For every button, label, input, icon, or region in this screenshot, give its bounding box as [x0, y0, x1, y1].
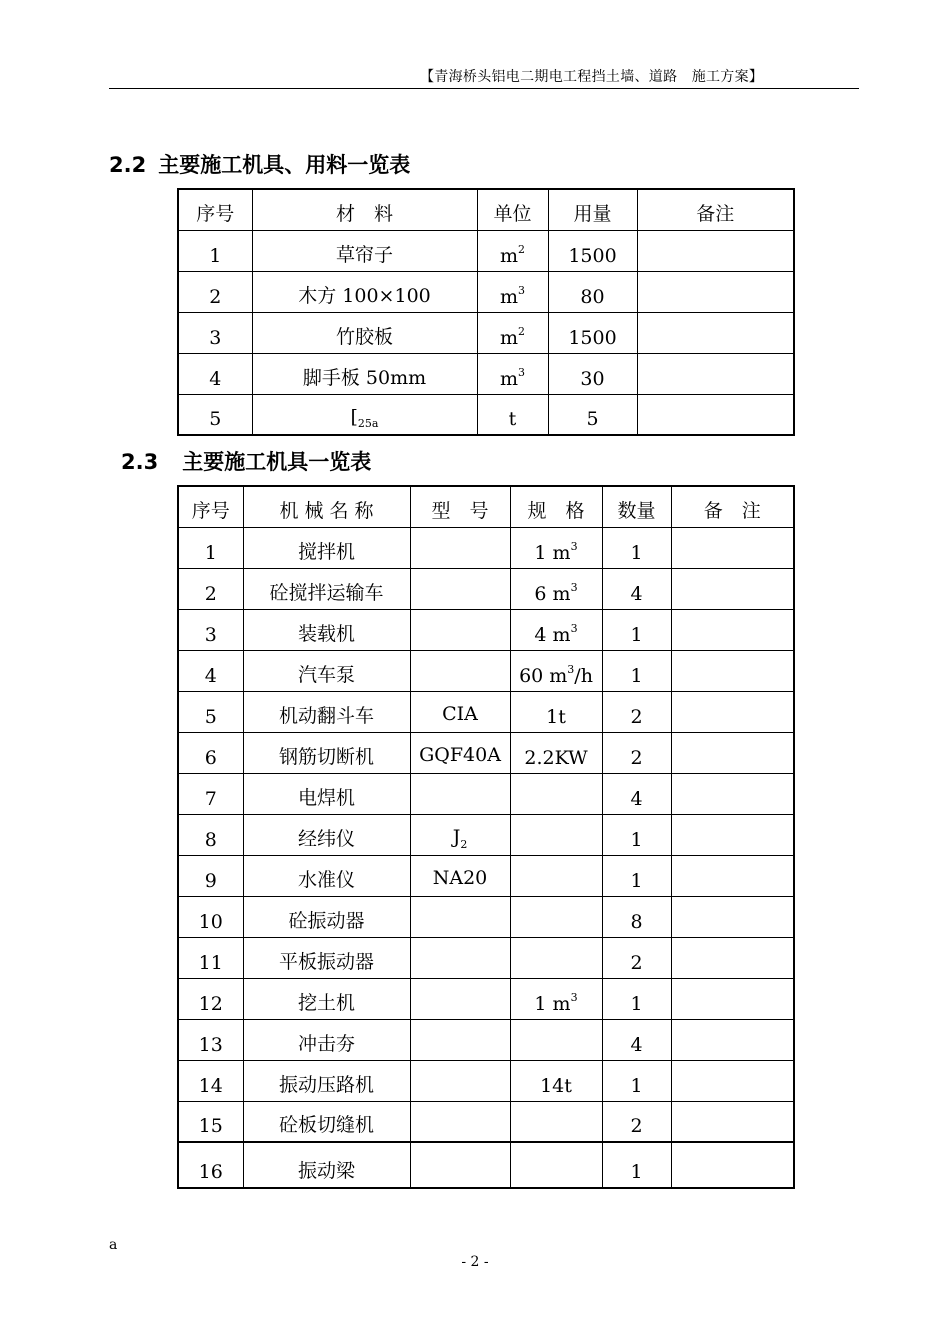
table-row — [178, 732, 794, 773]
model: CIA — [410, 691, 510, 732]
note — [637, 353, 794, 394]
model — [410, 568, 510, 609]
row-number: 5 — [178, 394, 252, 435]
table-row — [178, 937, 794, 978]
note — [671, 1019, 794, 1060]
machine-name: 振动梁 — [243, 1142, 410, 1188]
machine-name: 汽车泵 — [243, 650, 410, 691]
machine-name: 振动压路机 — [243, 1060, 410, 1101]
row-number: 1 — [178, 230, 252, 271]
model — [410, 773, 510, 814]
row-number: 5 — [178, 691, 243, 732]
row-number: 12 — [178, 978, 243, 1019]
quantity: 2 — [602, 1101, 671, 1142]
column-header: 序号 — [178, 189, 252, 230]
spec: 4 $m^3$ — [510, 609, 602, 650]
column-header: 机 械 名 称 — [243, 486, 410, 527]
table-row — [178, 1142, 794, 1188]
machine-name: 钢筋切断机 — [243, 732, 410, 773]
quantity: 8 — [602, 896, 671, 937]
model — [410, 527, 510, 568]
quantity: 1500 — [548, 230, 637, 271]
unit: $m^2$ — [477, 312, 548, 353]
machine-name: 水准仪 — [243, 855, 410, 896]
spec: 60 $m^3/h$ — [510, 650, 602, 691]
table-row — [178, 691, 794, 732]
row-number: 7 — [178, 773, 243, 814]
row-number: 2 — [178, 568, 243, 609]
row-number: 4 — [178, 353, 252, 394]
page-number: - 2 - — [461, 1254, 489, 1270]
row-number: 10 — [178, 896, 243, 937]
table-header-row — [178, 189, 794, 230]
header-rule — [109, 88, 859, 89]
material-name: 草帘子 — [252, 230, 477, 271]
channel-steel-symbol: [ — [350, 406, 358, 428]
model — [410, 609, 510, 650]
spec — [510, 773, 602, 814]
machine-name: 搅拌机 — [243, 527, 410, 568]
row-number: 3 — [178, 312, 252, 353]
machine-name: 装载机 — [243, 609, 410, 650]
note — [637, 271, 794, 312]
section-heading: 主要施工机具、用料一览表 — [158, 153, 411, 177]
machine-name: 冲击夯 — [243, 1019, 410, 1060]
machine-name: 电焊机 — [243, 773, 410, 814]
note — [671, 937, 794, 978]
table-row — [178, 650, 794, 691]
column-header: 单位 — [477, 189, 548, 230]
note — [671, 691, 794, 732]
note — [671, 1142, 794, 1188]
note — [671, 609, 794, 650]
quantity: 1 — [602, 527, 671, 568]
model: NA20 — [410, 855, 510, 896]
row-number: 14 — [178, 1060, 243, 1101]
table-row — [178, 609, 794, 650]
unit: $m^3$ — [477, 271, 548, 312]
row-number: 2 — [178, 271, 252, 312]
model — [410, 650, 510, 691]
spec — [510, 814, 602, 855]
model: GQF40A — [410, 732, 510, 773]
table-row — [178, 978, 794, 1019]
table-row — [178, 1019, 794, 1060]
machine-name: 砼板切缝机 — [243, 1101, 410, 1142]
section-number: 2.2 — [109, 153, 147, 177]
note — [671, 814, 794, 855]
spec — [510, 896, 602, 937]
model — [410, 1060, 510, 1101]
model — [410, 896, 510, 937]
unit: t — [477, 394, 548, 435]
spec: 1 $m^3$ — [510, 978, 602, 1019]
row-number: 16 — [178, 1142, 243, 1188]
machine-name: 砼振动器 — [243, 896, 410, 937]
spec: 1t — [510, 691, 602, 732]
quantity: 4 — [602, 1019, 671, 1060]
quantity: 80 — [548, 271, 637, 312]
column-header: 备注 — [637, 189, 794, 230]
note — [671, 732, 794, 773]
quantity: 2 — [602, 732, 671, 773]
table-header-row — [178, 486, 794, 527]
quantity: 2 — [602, 937, 671, 978]
section-number: 2.3 — [121, 450, 159, 474]
spec — [510, 1101, 602, 1142]
running-header: 【青海桥头铝电二期电工程挡土墙、道路 施工方案】 — [420, 69, 764, 85]
column-header: 规 格 — [510, 486, 602, 527]
spec: 6 $m^3$ — [510, 568, 602, 609]
material-name: 脚手板 50mm — [252, 353, 477, 394]
spec: 2.2KW — [510, 732, 602, 773]
quantity: 1 — [602, 1142, 671, 1188]
material-name: 竹胶板 — [252, 312, 477, 353]
quantity: 5 — [548, 394, 637, 435]
column-header: 数量 — [602, 486, 671, 527]
quantity: 1500 — [548, 312, 637, 353]
note — [671, 978, 794, 1019]
unit: $m^3$ — [477, 353, 548, 394]
table-row — [178, 271, 794, 312]
note — [637, 230, 794, 271]
model — [410, 1101, 510, 1142]
spec — [510, 1142, 602, 1188]
table-row — [178, 394, 794, 435]
table-row — [178, 1060, 794, 1101]
spec — [510, 855, 602, 896]
quantity: 4 — [602, 773, 671, 814]
quantity: 30 — [548, 353, 637, 394]
equipment-table — [177, 485, 795, 1189]
quantity: 1 — [602, 978, 671, 1019]
model — [410, 937, 510, 978]
spec — [510, 937, 602, 978]
note — [671, 1060, 794, 1101]
column-header: 备 注 — [671, 486, 794, 527]
quantity: 4 — [602, 568, 671, 609]
section-title-materials — [109, 149, 410, 179]
row-number: 15 — [178, 1101, 243, 1142]
unit: $m^2$ — [477, 230, 548, 271]
section-heading: 主要施工机具一览表 — [182, 450, 372, 474]
section-title-equipment — [121, 446, 371, 476]
row-number: 8 — [178, 814, 243, 855]
table-row — [178, 814, 794, 855]
model: $J_2$ — [410, 814, 510, 855]
column-header: 材 料 — [252, 189, 477, 230]
spec: 1 $m^3$ — [510, 527, 602, 568]
note — [671, 773, 794, 814]
quantity: 2 — [602, 691, 671, 732]
footer-mark: a — [109, 1237, 118, 1253]
model — [410, 1142, 510, 1188]
note — [671, 527, 794, 568]
row-number: 9 — [178, 855, 243, 896]
table-row — [178, 896, 794, 937]
column-header: 型 号 — [410, 486, 510, 527]
materials-table — [177, 188, 795, 436]
table-row — [178, 312, 794, 353]
quantity: 1 — [602, 855, 671, 896]
note — [637, 394, 794, 435]
column-header: 用量 — [548, 189, 637, 230]
material-name: 木方 100×100 — [252, 271, 477, 312]
table-row — [178, 773, 794, 814]
table-row — [178, 230, 794, 271]
row-number: 11 — [178, 937, 243, 978]
table-row — [178, 527, 794, 568]
note — [671, 1101, 794, 1142]
note — [671, 568, 794, 609]
machine-name: 砼搅拌运输车 — [243, 568, 410, 609]
row-number: 1 — [178, 527, 243, 568]
material-name: [$_{25a}$ — [252, 394, 477, 435]
row-number: 13 — [178, 1019, 243, 1060]
model — [410, 1019, 510, 1060]
table-row — [178, 1101, 794, 1142]
spec — [510, 1019, 602, 1060]
row-number: 6 — [178, 732, 243, 773]
machine-name: 经纬仪 — [243, 814, 410, 855]
row-number: 3 — [178, 609, 243, 650]
machine-name: 挖土机 — [243, 978, 410, 1019]
table-row — [178, 353, 794, 394]
machine-name: 机动翻斗车 — [243, 691, 410, 732]
model — [410, 978, 510, 1019]
column-header: 序号 — [178, 486, 243, 527]
quantity: 1 — [602, 814, 671, 855]
machine-name: 平板振动器 — [243, 937, 410, 978]
quantity: 1 — [602, 650, 671, 691]
row-number: 4 — [178, 650, 243, 691]
spec: 14t — [510, 1060, 602, 1101]
note — [671, 896, 794, 937]
quantity: 1 — [602, 1060, 671, 1101]
note — [671, 855, 794, 896]
table-row — [178, 568, 794, 609]
note — [671, 650, 794, 691]
note — [637, 312, 794, 353]
quantity: 1 — [602, 609, 671, 650]
table-row — [178, 855, 794, 896]
